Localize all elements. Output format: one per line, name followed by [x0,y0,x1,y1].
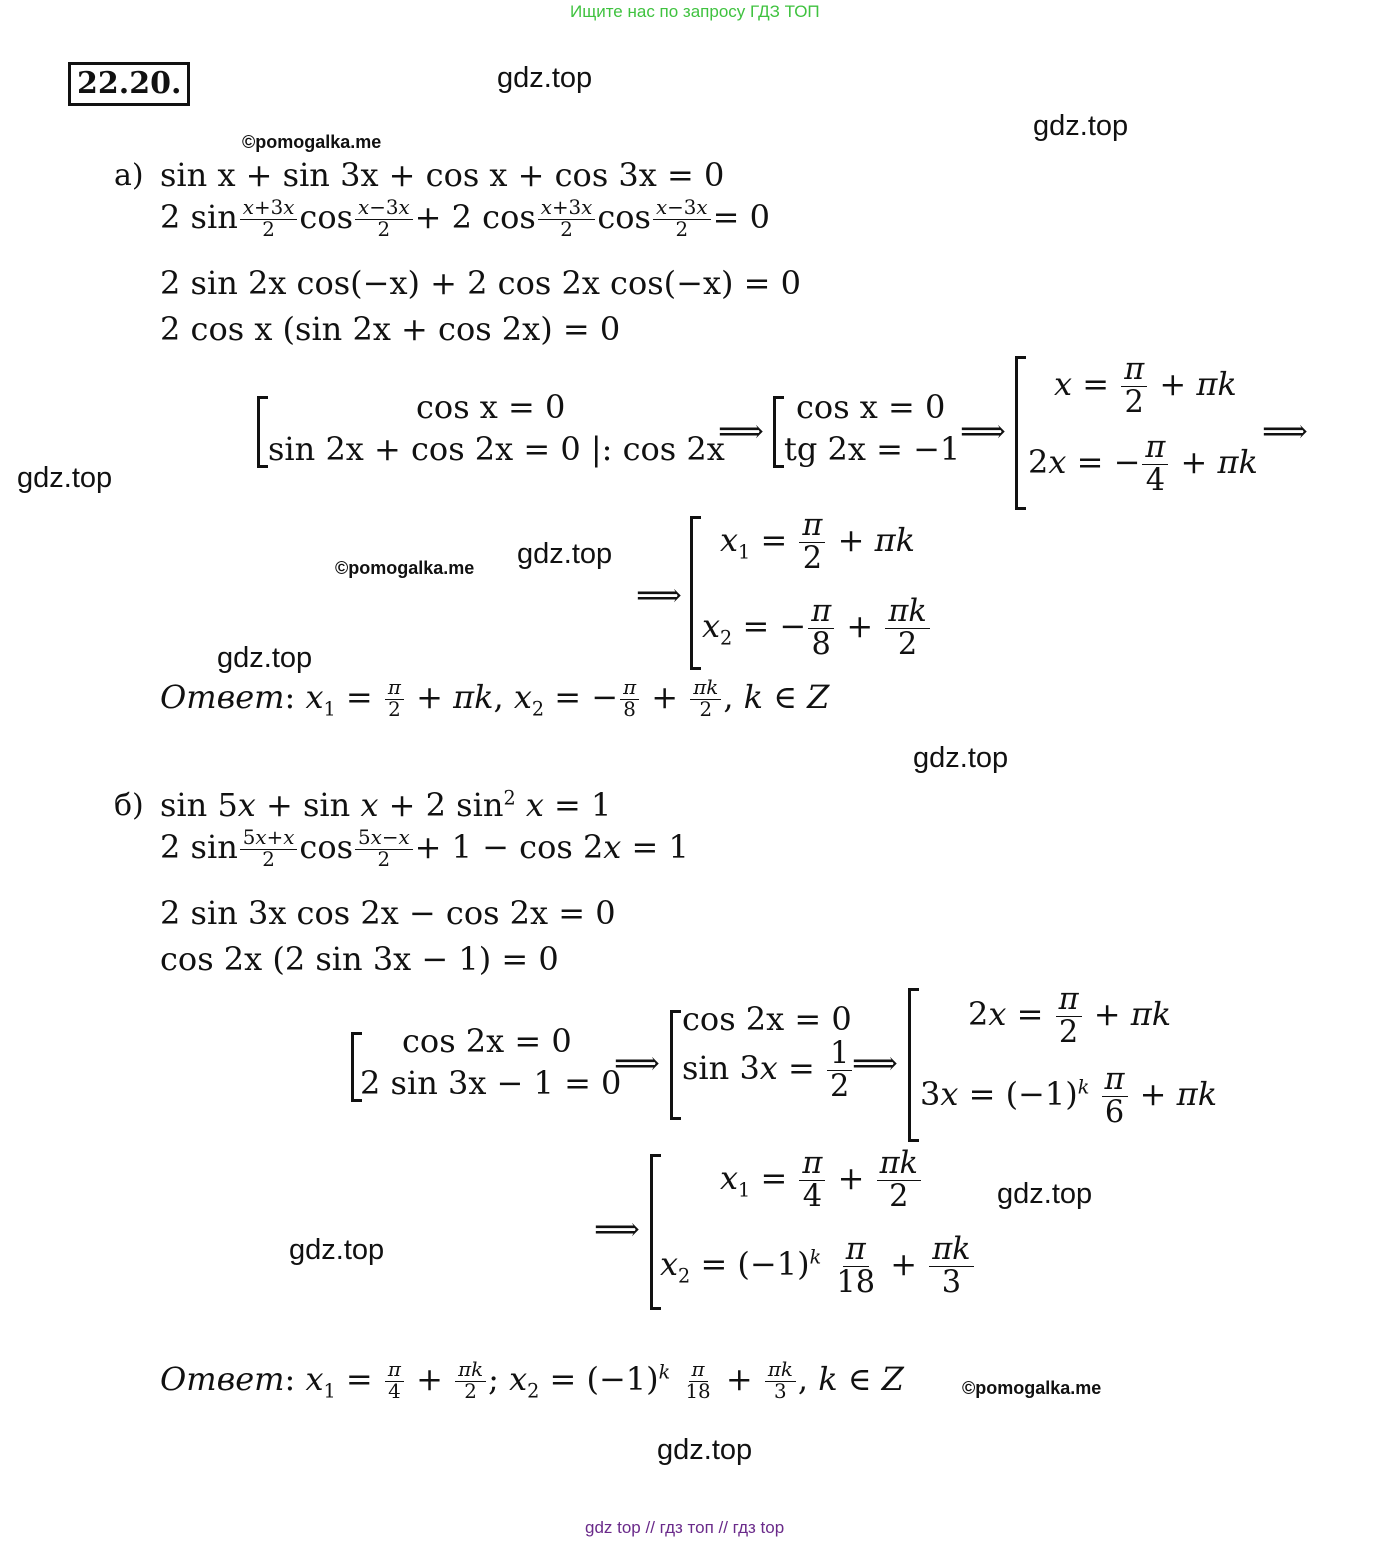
part-a-sys2-eq2: tg 2x = −1 [784,430,961,468]
part-b-answer: Ответ: $x_1$ = $\frac{\pi}{4}$ + $\frac{\pi k}{2}$ ; $x_2 = (-1)^k$ $\frac{\pi}{18}$ + $\frac{\pi k}{3}$ , k ∈ Z [160,1358,904,1403]
part-a-sys1-eq2: sin 2x + cos 2x = 0 |: cos 2x [268,430,725,468]
bottom-site-link[interactable]: gdz top // гдз топ // гдз top [585,1518,785,1537]
part-b-sys2-eq2: sin 3x = $\frac{1}{2}$ [682,1038,854,1103]
system-bracket [908,988,919,1142]
part-b-root-1: $x_1$ = $\frac{\pi}{4}$ + $\frac{\pi k}{2}$ [720,1148,923,1213]
watermark-gdz: gdz.top [517,538,613,570]
watermark-gdz: gdz.top [657,1434,753,1466]
watermark-gdz: gdz.top [913,742,1009,774]
part-a-step-sum-to-product: 2 sin $\frac{x+3x}{2}$ cos $\frac{x-3x}{2}$ + 2 cos $\frac{x+3x}{2}$ cos $\frac{x-3x}{2}$ = 0 [160,196,770,241]
top-search-link[interactable]: Ищите нас по запросу ГДЗ ТОП [570,2,820,21]
part-b-equation: sin 5x + sin x + 2 $\sin^2 x = 1$ [160,786,612,824]
part-b-sys3-eq1: 2x = $\frac{\pi}{2}$ + πk [968,982,1172,1050]
part-a-step-3: 2 sin 2x cos(−x) + 2 cos 2x cos(−x) = 0 [160,264,801,302]
part-a-sys2-eq1: cos x = 0 [796,388,946,426]
part-b-sys3-eq2: $3x = (-1)^k$ $\frac{\pi}{6}$ + πk [920,1062,1218,1130]
watermark-copyright: ©pomogalka.me [335,558,475,578]
part-b-sys2-eq1: cos 2x = 0 [682,1000,852,1038]
implies-arrow: ⟹ [960,412,1006,450]
implies-arrow: ⟹ [614,1044,660,1082]
part-a-sys1-eq1: cos x = 0 [416,388,566,426]
watermark-gdz: gdz.top [289,1234,385,1266]
part-a-answer: Ответ: $x_1$ = $\frac{\pi}{2}$ + πk, $x_2$ = − $\frac{\pi}{8}$ + $\frac{\pi k}{2}$ , k ∈ Z [160,676,830,721]
answer-label: Ответ [160,1360,285,1398]
implies-arrow: ⟹ [718,412,764,450]
part-a-label: а) [114,158,144,193]
answer-label: Ответ [160,678,285,716]
part-a-root-2: $x_2$ = − $\frac{\pi}{8}$ + $\frac{\pi k}{2}$ [702,596,932,661]
watermark-gdz: gdz.top [997,1178,1093,1210]
system-bracket [773,396,784,468]
implies-arrow: ⟹ [636,576,682,614]
implies-arrow: ⟹ [1262,412,1308,450]
part-b-label: б) [114,788,144,823]
system-bracket [670,1010,681,1120]
part-a-equation: sin x + sin 3x + cos x + cos 3x = 0 [160,156,725,194]
problem-number: 22.20. [68,62,190,106]
part-a-step-4: 2 cos x (sin 2x + cos 2x) = 0 [160,310,621,348]
part-b-root-2: $x_2 = (-1)^k$ $\frac{\pi}{18}$ + $\frac{\pi k}{3}$ [660,1234,976,1299]
implies-arrow: ⟹ [852,1044,898,1082]
part-b-sys1-eq1: cos 2x = 0 [402,1022,572,1060]
part-a-sys3-eq1: x = $\frac{\pi}{2}$ + πk [1054,352,1237,420]
watermark-gdz: gdz.top [17,462,113,494]
part-b-step-4: cos 2x (2 sin 3x − 1) = 0 [160,940,559,978]
part-a-sys3-eq2: 2x = − $\frac{\pi}{4}$ + πk [1028,430,1258,498]
implies-arrow: ⟹ [594,1210,640,1248]
part-b-step-3: 2 sin 3x cos 2x − cos 2x = 0 [160,894,616,932]
watermark-copyright: ©pomogalka.me [962,1378,1102,1398]
system-bracket [1015,356,1026,510]
system-bracket [690,516,701,670]
part-a-root-1: $x_1$ = $\frac{\pi}{2}$ + πk [720,508,915,576]
watermark-gdz: gdz.top [1033,110,1129,142]
watermark-gdz: gdz.top [497,62,593,94]
part-b-step-sum-to-product: 2 sin $\frac{5x+x}{2}$ cos $\frac{5x-x}{2}$ + 1 − cos 2x = 1 [160,826,689,871]
watermark-copyright: ©pomogalka.me [242,132,382,152]
part-b-sys1-eq2: 2 sin 3x − 1 = 0 [360,1064,622,1102]
system-bracket [257,396,268,468]
watermark-gdz: gdz.top [217,642,313,674]
